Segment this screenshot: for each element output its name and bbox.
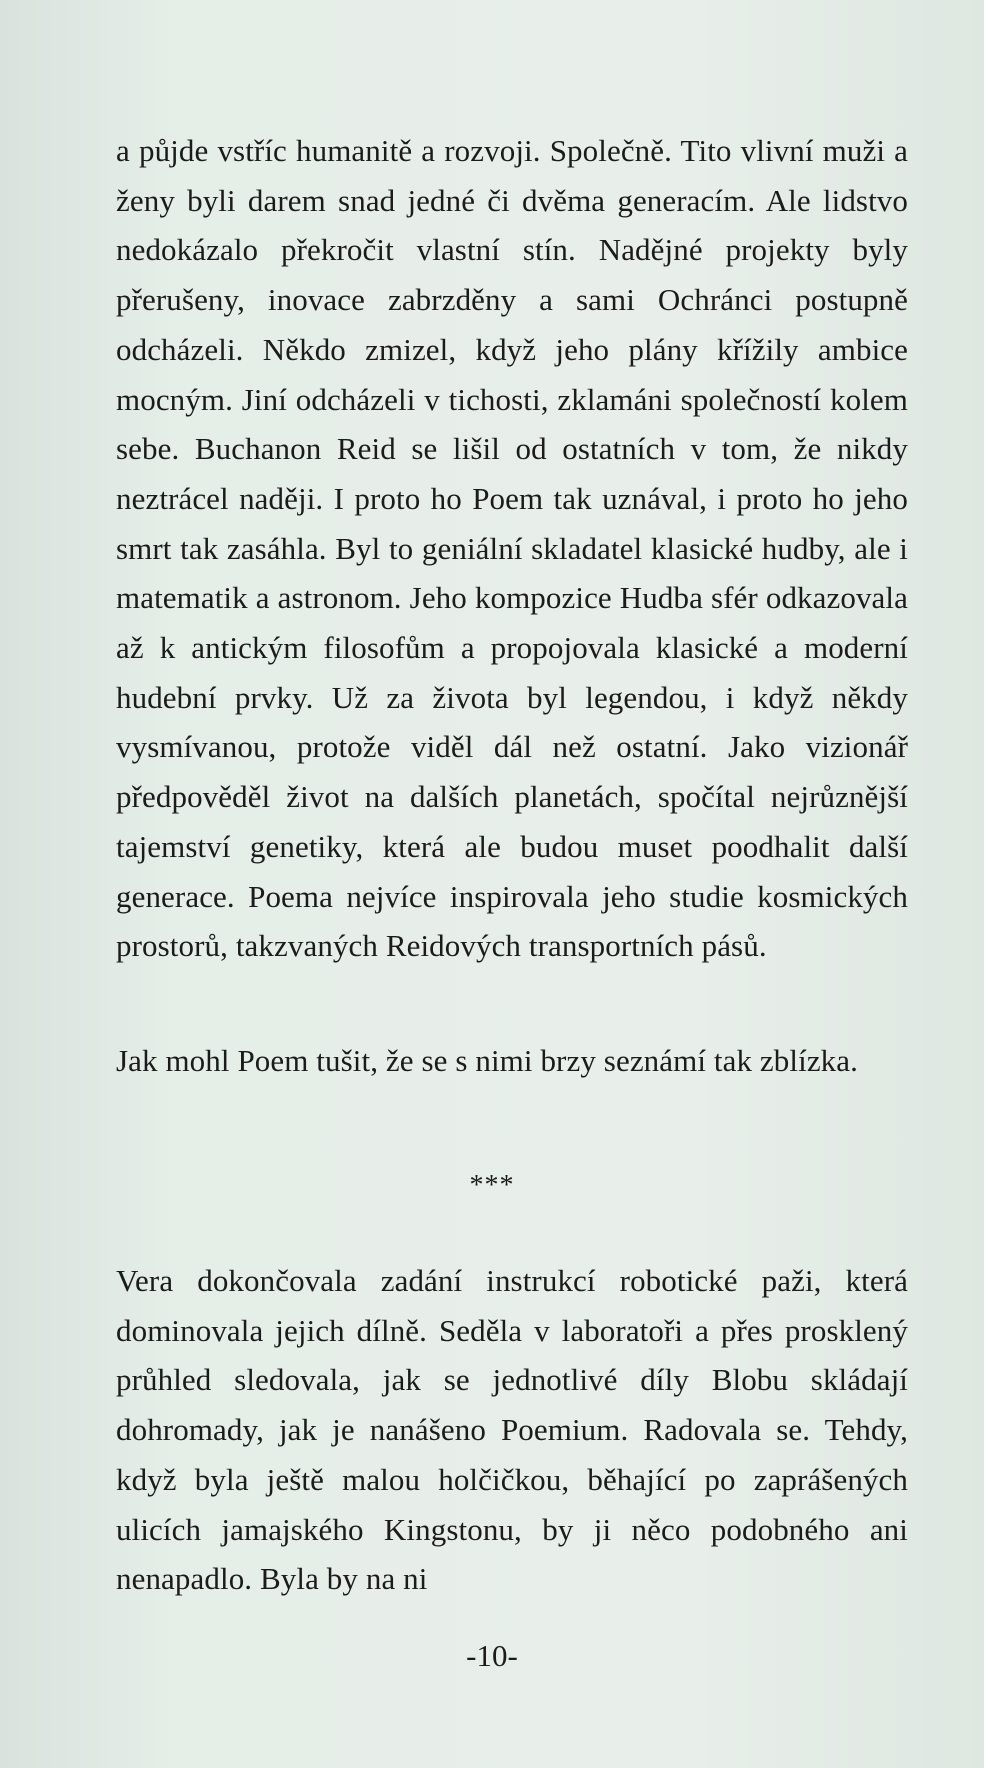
paragraph-1: a půjde vstříc humanitě a rozvoji. Společně. Tito vlivní muži a ženy byli darem snad jedné či dvěma generacím. Ale lidstvo nedokázalo překročit vlastní stín. Nadějné projekty byly přerušeny, inovace zabrzděny a sami Ochránci postupně odcházeli. Někdo zmizel, když jeho plány křížily ambice mocným. Jiní odcházeli v tichosti, zklamáni společností kolem sebe. Buchanon Reid se lišil od ostatních v tom, že nikdy neztrácel naději. I proto ho Poem tak uznával, i proto ho jeho smrt tak zasáhla. Byl to geniální skladatel klasické hudby, ale i matematik a astronom. Jeho kompozice Hudba sfér odkazovala až k antickým filosofům a propojovala klasické a moderní hudební prvky. Už za života byl legendou, i když někdy vysmívanou, protože viděl dál než ostatní. Jako vizionář předpověděl život na dalších planetách, spočítal nejrůznější tajemství genetiky, která ale budou muset poodhalit další generace. Poema nejvíce inspirovala jeho studie kosmických prostorů, takzvaných Reidových transportních pásů.	[116, 133, 908, 964]
paragraph-2: Jak mohl Poem tušit, že se s nimi brzy seznámí tak zblízka.	[116, 1043, 858, 1078]
page-number: -10-	[466, 1638, 518, 1673]
section-separator: ***	[469, 1170, 515, 1201]
paragraph-3: Vera dokončovala zadání instrukcí robotické paži, která dominovala jejich dílně. Seděla v laboratoři a přes prosklený průhled sledovala, jak se jednotlivé díly Blobu skládají dohromady, jak je nanášeno Poemium. Radovala se. Tehdy, když byla ještě malou holčičkou, běhající po zaprášených ulicích jamajského Kingstonu, by ji něco podobného ani nenapadlo. Byla by na ni	[116, 1263, 908, 1597]
